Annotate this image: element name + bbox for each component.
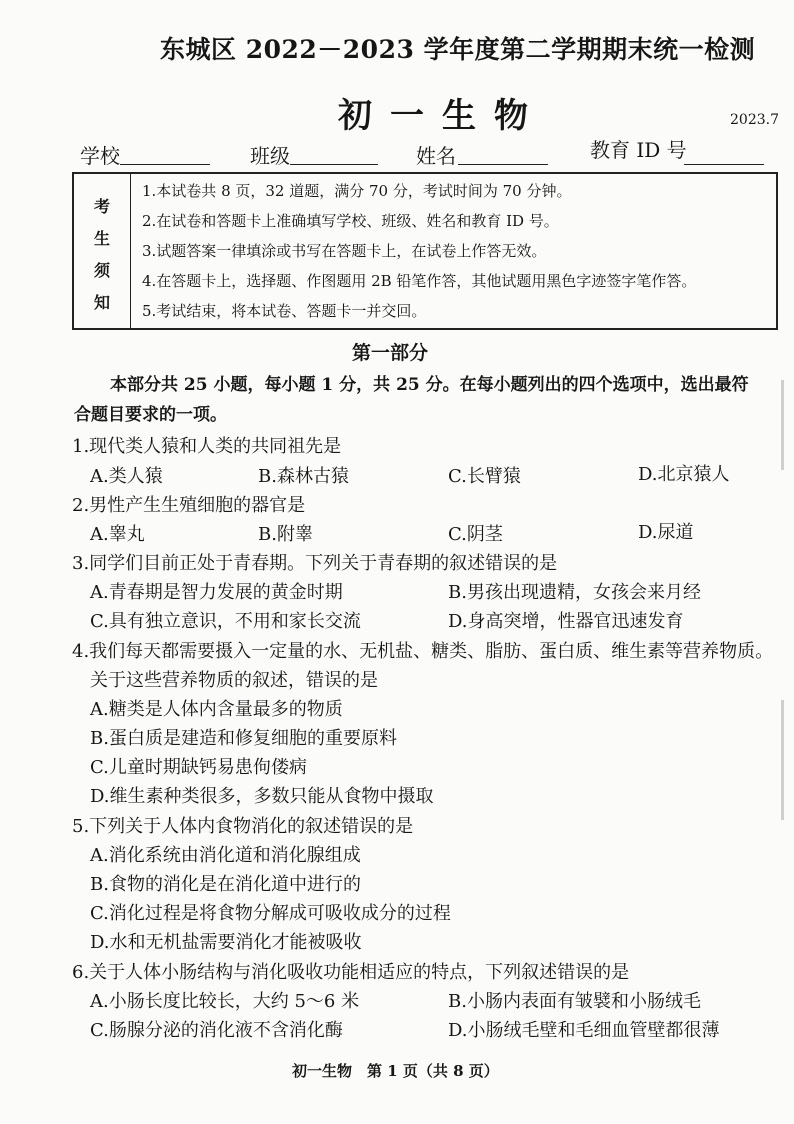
notice-item: 5.考试结束，将本试卷、答题卡一并交回。: [142, 302, 427, 320]
question-2-option-c: C.阴茎: [448, 524, 503, 545]
question-4-stem-cont: 关于这些营养物质的叙述，错误的是: [90, 670, 378, 691]
notice-side-label: [74, 174, 131, 328]
question-3-option-b: B.男孩出现遗精，女孩会来月经: [448, 582, 701, 603]
question-3-option-a: A.青春期是智力发展的黄金时期: [90, 582, 343, 603]
name-field[interactable]: [458, 164, 548, 165]
edu-id-label: 教育 ID 号: [590, 138, 687, 162]
question-4-option-c: C.儿童时期缺钙易患佝偻病: [90, 757, 307, 778]
question-6-option-b: B.小肠内表面有皱襞和小肠绒毛: [448, 991, 701, 1012]
page-footer: 初一生物 第 1 页（共 8 页）: [292, 1062, 499, 1080]
notice-side-char: 生: [94, 229, 111, 248]
question-2-option-a: A.睾丸: [90, 524, 145, 545]
notice-side-char: 考: [94, 197, 111, 216]
edu-id-field[interactable]: [684, 164, 764, 165]
class-field[interactable]: [290, 164, 378, 165]
section-description-cont: 合题目要求的一项。: [74, 405, 227, 425]
question-6-option-d: D.小肠绒毛壁和毛细血管壁都很薄: [448, 1020, 720, 1041]
question-6-stem: 6.关于人体小肠结构与消化吸收功能相适应的特点，下列叙述错误的是: [72, 962, 630, 983]
question-5-option-a: A.消化系统由消化道和消化腺组成: [90, 845, 361, 866]
question-6-option-c: C.肠腺分泌的消化液不含消化酶: [90, 1020, 343, 1041]
question-1-option-a: A.类人猿: [90, 466, 163, 487]
question-5-option-d: D.水和无机盐需要消化才能被吸收: [90, 932, 362, 953]
name-label: 姓名: [416, 144, 456, 168]
notice-item: 4.在答题卡上，选择题、作图题用 2B 铅笔作答，其他试题用黑色字迹签字笔作答。: [142, 272, 697, 290]
student-info-row: [80, 140, 770, 170]
question-4-option-a: A.糖类是人体内含量最多的物质: [90, 699, 343, 720]
question-5-stem: 5.下列关于人体内食物消化的叙述错误的是: [72, 816, 414, 837]
notice-item: 1.本试卷共 8 页，32 道题，满分 70 分，考试时间为 70 分钟。: [142, 182, 572, 200]
question-1-option-d: D.北京猿人: [638, 464, 730, 485]
question-3-stem: 3.同学们目前正处于青春期。下列关于青春期的叙述错误的是: [72, 553, 558, 574]
section-description: 本部分共 25 小题，每小题 1 分，共 25 分。在每小题列出的四个选项中，选出最符: [110, 375, 749, 395]
question-2-option-b: B.附睾: [258, 524, 313, 545]
question-2-option-d: D.尿道: [638, 522, 694, 543]
subject-title: 初一生物: [338, 96, 546, 136]
question-4-option-b: B.蛋白质是建造和修复细胞的重要原料: [90, 728, 397, 749]
exam-notice-box: [72, 172, 778, 330]
question-1-stem: 1.现代类人猿和人类的共同祖先是: [72, 436, 342, 457]
question-4-stem: 4.我们每天都需要摄入一定量的水、无机盐、糖类、脂肪、蛋白质、维生素等营养物质。: [72, 641, 774, 662]
question-6-option-a: A.小肠长度比较长，大约 5～6 米: [90, 991, 360, 1012]
exam-title: 东城区 2022－2023 学年度第二学期期末统一检测: [160, 35, 756, 64]
question-4-option-d: D.维生素种类很多，多数只能从食物中摄取: [90, 786, 434, 807]
question-1-option-c: C.长臂猿: [448, 466, 521, 487]
scan-edge-mark: [781, 380, 784, 470]
school-label: 学校: [80, 144, 120, 168]
question-5-option-b: B.食物的消化是在消化道中进行的: [90, 874, 361, 895]
notice-side-char: 须: [94, 261, 111, 280]
notice-item: 2.在试卷和答题卡上准确填写学校、班级、姓名和教育 ID 号。: [142, 212, 559, 230]
question-3-option-c: C.具有独立意识，不用和家长交流: [90, 611, 361, 632]
question-1-option-b: B.森林古猿: [258, 466, 349, 487]
notice-item: 3.试题答案一律填涂或书写在答题卡上，在试卷上作答无效。: [142, 242, 547, 260]
exam-date: 2023.7: [730, 112, 779, 128]
school-field[interactable]: [120, 164, 210, 165]
class-label: 班级: [250, 144, 290, 168]
question-3-option-d: D.身高突增，性器官迅速发育: [448, 611, 684, 632]
section-title: 第一部分: [352, 342, 429, 364]
question-2-stem: 2.男性产生生殖细胞的器官是: [72, 495, 306, 516]
notice-side-char: 知: [94, 293, 111, 312]
question-5-option-c: C.消化过程是将食物分解成可吸收成分的过程: [90, 903, 451, 924]
scan-edge-mark: [781, 700, 784, 820]
